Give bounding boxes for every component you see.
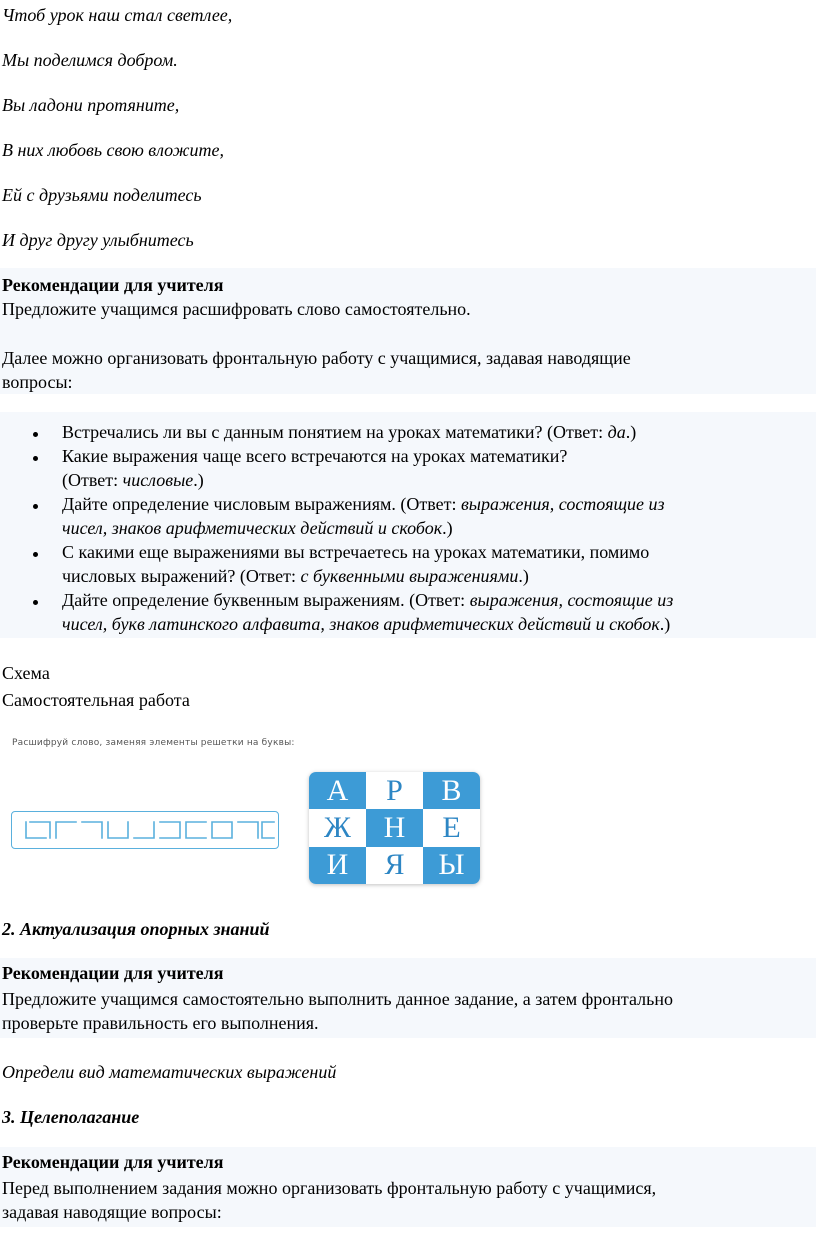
cipher-symbols bbox=[12, 812, 278, 848]
section-2-task: Определи вид математических выражений bbox=[2, 1062, 337, 1082]
poem-line-2: Мы поделимся добром. bbox=[2, 50, 178, 70]
bullet-icon bbox=[33, 432, 38, 437]
rec1-heading: Рекомендации для учителя bbox=[2, 275, 224, 295]
grid-cell: Р bbox=[366, 772, 423, 809]
poem-line-6: И друг другу улыбнитесь bbox=[2, 230, 194, 250]
cipher-glyph bbox=[238, 822, 258, 838]
grid-cell: Я bbox=[366, 847, 423, 884]
list-item: Дайте определение буквенным выражениям. (Ответ: выражения, состоящие из bbox=[62, 590, 674, 610]
grid-cell: В bbox=[423, 772, 480, 809]
bullet-icon bbox=[33, 504, 38, 509]
list-item: Встречались ли вы с данным понятием на уроках математики? (Ответ: да.) bbox=[62, 422, 637, 442]
section-2-paragraph-line-1: Предложите учащимся самостоятельно выполнить данное задание, а затем фронтально bbox=[2, 989, 673, 1009]
grid-cell: И bbox=[309, 847, 366, 884]
cipher-glyph bbox=[26, 822, 46, 838]
section-3-title: 3. Целеполагание bbox=[2, 1107, 140, 1127]
rec1-paragraph-1: Предложите учащимся расшифровать слово самостоятельно. bbox=[2, 299, 471, 319]
task-caption: Расшифруй слово, заменяя элементы решетки на буквы: bbox=[12, 738, 295, 748]
cipher-glyph bbox=[56, 822, 76, 838]
list-item-continuation: числовых выражений? (Ответ: с буквенными выражениями.) bbox=[62, 566, 529, 586]
cipher-glyph bbox=[30, 822, 50, 838]
section-3-paragraph-line-1: Перед выполнением задания можно организовать фронтальную работу с учащимися, bbox=[2, 1178, 657, 1198]
letter-grid bbox=[309, 772, 480, 884]
section-2-paragraph-line-2: проверьте правильность его выполнения. bbox=[2, 1013, 319, 1033]
section-3-heading: Рекомендации для учителя bbox=[2, 1152, 224, 1172]
scheme-label: Схема bbox=[2, 663, 50, 683]
bullet-icon bbox=[33, 456, 38, 461]
poem-line-3: Вы ладони протяните, bbox=[2, 95, 180, 115]
poem-line-4: В них любовь свою вложите, bbox=[2, 140, 224, 160]
bullet-icon bbox=[33, 600, 38, 605]
list-item: Дайте определение числовым выражениям. (Ответ: выражения, состоящие из bbox=[62, 494, 665, 514]
cipher-glyph bbox=[108, 822, 128, 838]
cipher-word bbox=[11, 811, 279, 849]
grid-cell: Е bbox=[423, 809, 480, 846]
rec1-paragraph-2-line-2: вопросы: bbox=[2, 372, 73, 392]
cipher-glyph bbox=[82, 822, 102, 838]
list-item-continuation: чисел, знаков арифметических действий и скобок.) bbox=[62, 518, 453, 538]
grid-cell: А bbox=[309, 772, 366, 809]
cipher-glyph bbox=[262, 822, 274, 838]
poem-line-5: Ей с друзьями поделитесь bbox=[2, 185, 202, 205]
section-2-title: 2. Актуализация опорных знаний bbox=[2, 919, 270, 939]
cipher-glyph bbox=[186, 822, 206, 838]
list-item-continuation: (Ответ: числовые.) bbox=[62, 470, 204, 490]
list-item: Какие выражения чаще всего встречаются на уроках математики? bbox=[62, 446, 568, 466]
list-item-continuation: чисел, букв латинского алфавита, знаков арифметических действий и скобок.) bbox=[62, 614, 671, 634]
rec1-paragraph-2-line-1: Далее можно организовать фронтальную работу с учащимися, задавая наводящие bbox=[2, 348, 631, 368]
grid-cell: Ж bbox=[309, 809, 366, 846]
cipher-glyph bbox=[134, 822, 154, 838]
grid-cell: Ы bbox=[423, 847, 480, 884]
bullet-icon bbox=[33, 552, 38, 557]
section-2-heading: Рекомендации для учителя bbox=[2, 963, 224, 983]
section-3-paragraph-line-2: задавая наводящие вопросы: bbox=[2, 1202, 222, 1222]
independent-work-label: Самостоятельная работа bbox=[2, 690, 190, 710]
list-item: С какими еще выражениями вы встречаетесь на уроках математики, помимо bbox=[62, 542, 650, 562]
poem-line-1: Чтоб урок наш стал светлее, bbox=[2, 5, 233, 25]
cipher-glyph bbox=[160, 822, 180, 838]
cipher-glyph bbox=[212, 822, 232, 838]
grid-cell: Н bbox=[366, 809, 423, 846]
